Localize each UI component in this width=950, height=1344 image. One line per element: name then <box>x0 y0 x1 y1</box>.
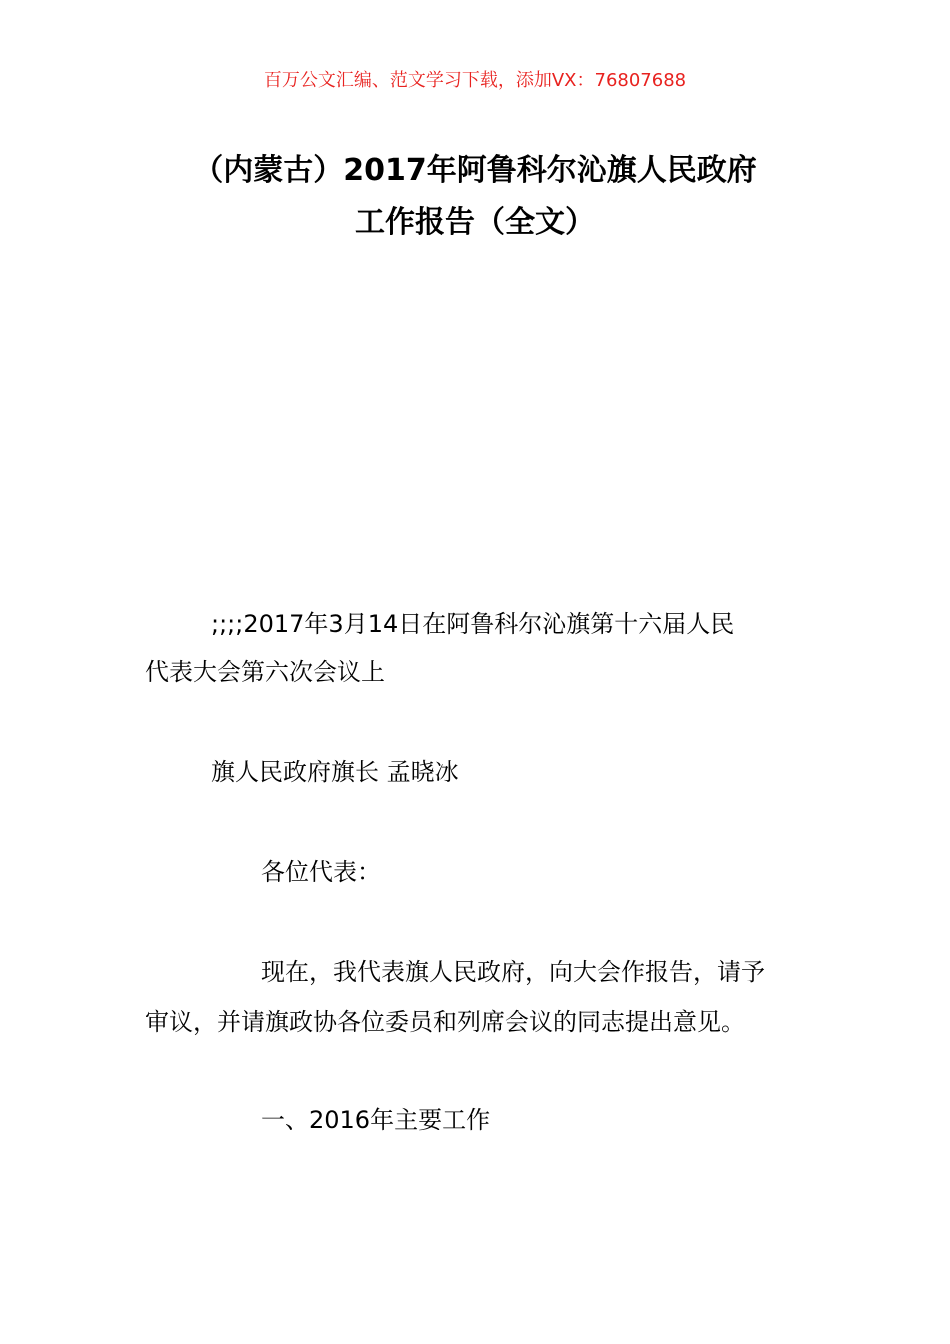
intro-line-1: 现在，我代表旗人民政府，向大会作报告，请予 <box>261 958 765 986</box>
date-line-1: ;;;;2017年3月14日在阿鲁科尔沁旗第十六届人民 <box>211 610 735 638</box>
date-line-2: 代表大会第六次会议上 <box>145 658 385 686</box>
speaker-line: 旗人民政府旗长 孟晓冰 <box>211 758 459 786</box>
document-title-line-2: 工作报告（全文） <box>355 205 595 240</box>
intro-line-2: 审议，并请旗政协各位委员和列席会议的同志提出意见。 <box>145 1008 745 1036</box>
header-watermark-note: 百万公文汇编、范文学习下载，添加VX：76807688 <box>263 70 687 91</box>
salutation: 各位代表： <box>261 858 381 886</box>
section-heading-1: 一、2016年主要工作 <box>261 1106 491 1134</box>
document-title-line-1: （内蒙古）2017年阿鲁科尔沁旗人民政府 <box>193 153 757 188</box>
